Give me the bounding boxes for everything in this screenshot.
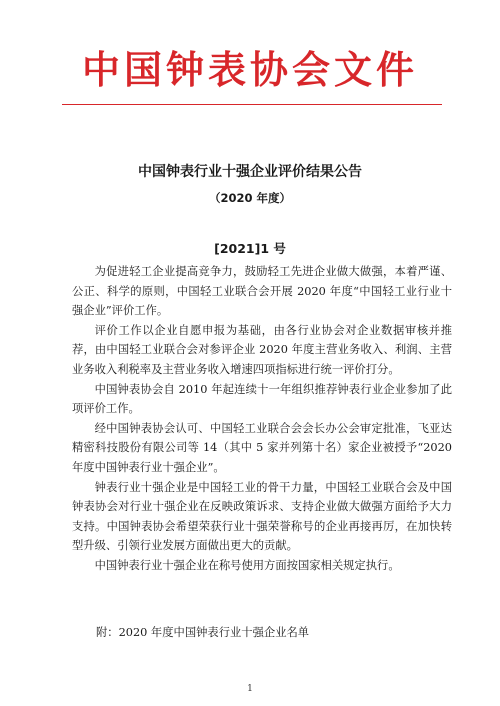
notice-year: （2020 年度） [208, 191, 291, 205]
body-paragraph: 中国钟表协会自 2010 年起连续十一年组织推荐钟表行业企业参加了此项评价工作。 [72, 382, 452, 416]
body-paragraph: 经中国钟表协会认可、中国轻工业联合会会长办公会审定批准，飞亚达精密科技股份有限公司等 14（其中 5 家并列第十名）家企业被授予“2020 年度中国钟表行业十强企业”。 [72, 421, 452, 474]
attachment-note: 附：2020 年度中国钟表行业十强企业名单 [96, 626, 310, 639]
header-divider [62, 104, 442, 105]
notice-title: 中国钟表行业十强企业评价结果公告 [138, 164, 362, 180]
document-body [72, 262, 452, 576]
body-paragraph: 中国钟表行业十强企业在称号使用方面按国家相关规定执行。 [94, 558, 400, 572]
document-header-title: 中国钟表协会文件 [81, 48, 418, 92]
page-number: 1 [247, 684, 253, 694]
document-number: [2021]1 号 [214, 241, 286, 256]
body-paragraph: 为促进轻工企业提高竞争力，鼓励轻工先进企业做大做强，本着严谨、公正、科学的原则，中国轻工业联合会开展 2020 年度“中国轻工业行业十强企业”评价工作。 [72, 265, 452, 318]
body-paragraph: 评价工作以企业自愿申报为基础，由各行业协会对企业数据审核并推荐，由中国轻工业联合会对参评企业 2020 年度主营业务收入、利润、主营业务收入利税率及主营业务收入增速四项指标进行统一评价打分。 [72, 323, 452, 376]
body-paragraph: 钟表行业十强企业是中国轻工业的骨干力量，中国轻工业联合会及中国钟表协会对行业十强企业在反映政策诉求、支持企业做大做强方面给予大力支持。中国钟表协会希望荣获行业十强荣誉称号的企业再接再厉，在加快转型升级、引领行业发展方面做出更大的贡献。 [72, 480, 452, 553]
